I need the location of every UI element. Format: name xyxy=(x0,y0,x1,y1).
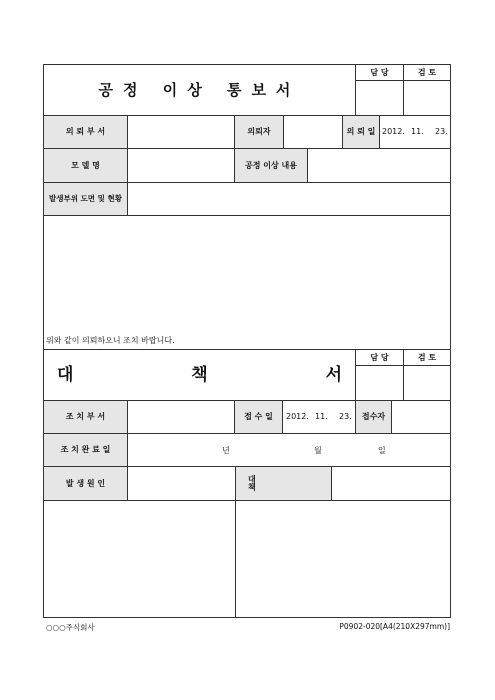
location-label: 발생부위 도면 및 현황 xyxy=(43,182,128,216)
action-dept-label: 조 치 부 서 xyxy=(43,400,128,434)
report-approval-in-charge-sign[interactable] xyxy=(355,80,404,116)
request-date-label: 의 뢰 일 xyxy=(342,115,380,149)
location-drawing-area[interactable] xyxy=(43,215,451,350)
cause-content-area[interactable] xyxy=(43,500,236,618)
model-label: 모 델 명 xyxy=(43,148,128,183)
action-dept-field[interactable] xyxy=(127,400,235,434)
request-date-month: 11. xyxy=(411,127,424,136)
issue-label: 공정 이상 내용 xyxy=(234,148,308,183)
receiver-field[interactable] xyxy=(391,400,451,434)
notice-text: 위와 같이 의뢰하오니 조치 바랍니다. xyxy=(46,336,175,345)
cause-label: 발 생 원 인 xyxy=(43,466,128,501)
measure-content-area[interactable] xyxy=(235,500,451,618)
measure-header-field[interactable] xyxy=(331,466,451,501)
receipt-date-field[interactable] xyxy=(282,400,356,434)
requester-label: 의뢰자 xyxy=(234,115,284,149)
completion-year-unit: 년 xyxy=(222,446,230,455)
measure-title: 대 책 서 xyxy=(56,364,399,385)
measure-approval-review-sign[interactable] xyxy=(403,365,451,401)
receipt-date-day: 23. xyxy=(339,412,352,421)
cause-header-field[interactable] xyxy=(127,466,236,501)
report-title-box xyxy=(43,64,356,116)
form-code: P0902-020[A4(210X297mm)] xyxy=(339,622,450,631)
measure-approval-in-charge-label: 담 당 xyxy=(355,349,404,366)
location-field[interactable] xyxy=(127,182,451,216)
model-field[interactable] xyxy=(127,148,235,183)
measure-approval-review-label: 검 토 xyxy=(403,349,451,366)
completion-month-unit: 월 xyxy=(314,446,322,455)
receiver-label: 접수자 xyxy=(355,400,392,434)
company-name: ○○○주식회사 xyxy=(46,623,95,632)
completion-label: 조 치 완 료 일 xyxy=(43,433,128,467)
receipt-date-month: 11. xyxy=(315,412,328,421)
request-dept-field[interactable] xyxy=(127,115,235,149)
report-approval-review-label: 검 토 xyxy=(403,64,451,81)
receipt-date-year: 2012. xyxy=(286,412,309,421)
report-title: 공정 이상 통보서 xyxy=(98,80,301,99)
report-approval-in-charge-label: 담 당 xyxy=(355,64,404,81)
requester-field[interactable] xyxy=(283,115,343,149)
measure-label: 대 책 xyxy=(235,466,332,501)
request-date-day: 23. xyxy=(435,127,448,136)
completion-day-unit: 일 xyxy=(378,446,386,455)
receipt-date-label: 접 수 일 xyxy=(234,400,283,434)
measure-approval-in-charge-sign[interactable] xyxy=(355,365,404,401)
completion-date-field[interactable] xyxy=(127,433,451,467)
issue-field[interactable] xyxy=(307,148,451,183)
request-date-field[interactable] xyxy=(379,115,451,149)
report-approval-review-sign[interactable] xyxy=(403,80,451,116)
request-date-year: 2012. xyxy=(382,127,405,136)
request-dept-label: 의 뢰 부 서 xyxy=(43,115,128,149)
